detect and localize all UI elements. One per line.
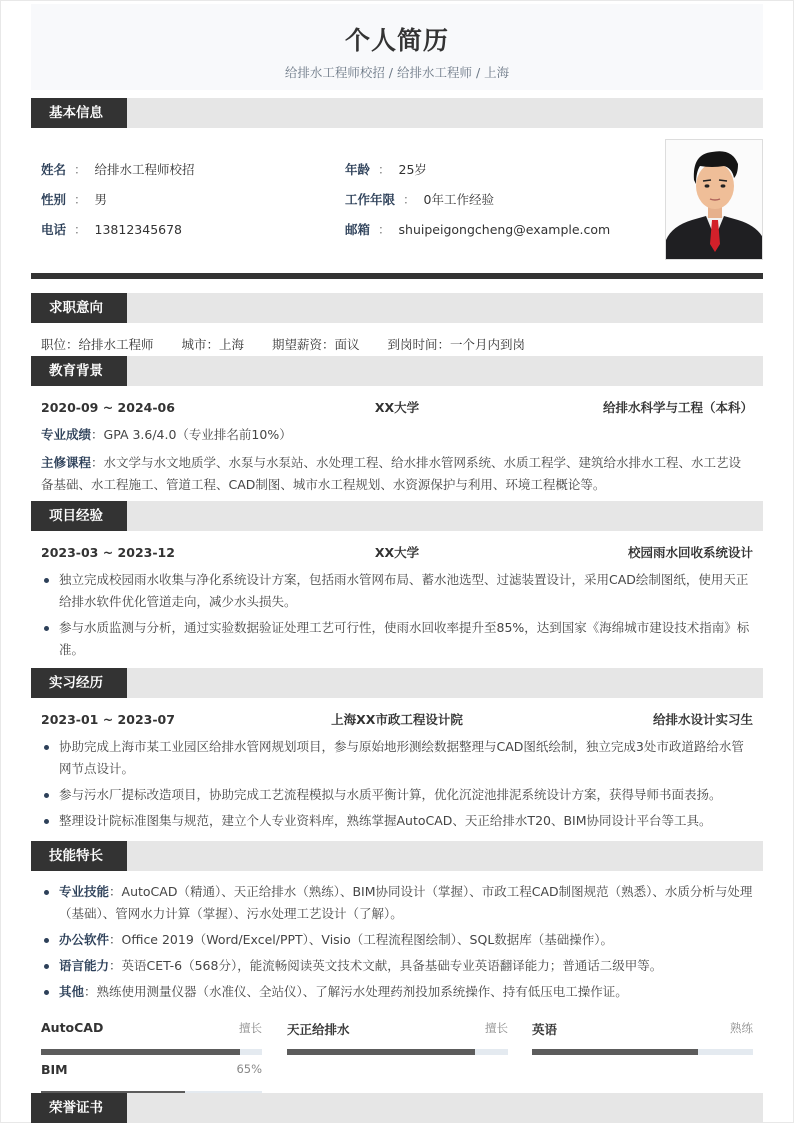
skill-text: ：Office 2019（Word/Excel/PPT）、Visio（工程流程图绘制）、SQL数据库（基础操作）。 [109, 932, 614, 947]
skill-level: 65% [236, 1062, 262, 1076]
list-item: 协助完成上海市某工业园区给排水管网规划项目，参与原始地形测绘数据整理与CAD图纸绘制，独立完成3处市政道路给水管网节点设计。 [41, 736, 753, 780]
skill-category: 专业技能 [59, 884, 110, 899]
skill-text: ：英语CET-6（568分），能流畅阅读英文技术文献，具备基础专业英语翻译能力；普通话二级甲等。 [109, 958, 663, 973]
period: 2023-01 ~ 2023-07 [41, 712, 175, 727]
skill-level: 熟练 [730, 1021, 753, 1035]
skill-text: ：AutoCAD（精通）、天正给排水（熟练）、BIM协同设计（掌握）、市政工程CAD制图规范（熟悉）、水质分析与处理（基础）、管网水力计算（掌握）、污水处理工艺设计（了解）。 [59, 884, 753, 921]
skill-name: 天正给排水 [287, 1022, 350, 1037]
colon: ： [74, 162, 87, 177]
gpa-value: ：GPA 3.6/4.0（专业排名前10%） [91, 427, 292, 442]
section-title: 教育背景 [31, 356, 127, 386]
field-email [345, 220, 610, 240]
field-label: 工作年限 [345, 192, 396, 207]
list-item [41, 929, 753, 951]
field-phone [41, 220, 182, 240]
skill-bar-autocad [41, 1020, 262, 1060]
skill-name: AutoCAD [41, 1020, 104, 1035]
education-entry-header [41, 398, 753, 418]
list-item [41, 955, 753, 977]
period: 2020-09 ~ 2024-06 [41, 400, 175, 415]
section-title: 荣誉证书 [31, 1093, 127, 1123]
section-title: 基本信息 [31, 98, 127, 128]
page-subtitle: 给排水工程师校招 / 给排水工程师 / 上海 [284, 65, 510, 80]
field-label: 邮箱 [345, 222, 371, 237]
section-title: 项目经验 [31, 501, 127, 531]
colon: ： [74, 192, 87, 207]
gpa-label: 专业成绩 [41, 427, 92, 442]
section-header-skills [31, 841, 763, 871]
list-item [41, 881, 753, 925]
intent-city: 城市：上海 [181, 337, 245, 352]
field-label: 性别 [41, 192, 67, 207]
internship-entry-header [41, 710, 753, 730]
education-courses [41, 452, 753, 496]
skill-fill [287, 1049, 475, 1055]
skill-name: BIM [41, 1062, 68, 1077]
skill-fill [41, 1049, 240, 1055]
skill-bar-english [532, 1020, 753, 1060]
project-entry-header [41, 543, 753, 563]
resume-header [31, 4, 763, 90]
colon: ： [378, 162, 391, 177]
project-bullets [41, 569, 753, 665]
section-header-projects [31, 501, 763, 531]
list-item: 独立完成校园雨水收集与净化系统设计方案，包括雨水管网布局、蓄水池选型、过滤装置设计，采用CAD绘制图纸，使用天正给排水软件优化管道走向，减少水头损失。 [41, 569, 753, 613]
skill-category: 办公软件 [59, 932, 110, 947]
page-title: 个人简历 [344, 26, 449, 55]
avatar-photo [665, 139, 763, 260]
person-portrait-icon [666, 140, 763, 260]
project-org: XX大学 [374, 545, 420, 560]
list-item: 参与污水厂提标改造项目，协助完成工艺流程模拟与水质平衡计算，优化沉淀池排泥系统设计方案，获得导师书面表扬。 [41, 784, 753, 806]
skill-text: ：熟练使用测量仪器（水准仪、全站仪）、了解污水处理药剂投加系统操作、持有低压电工操作证。 [84, 984, 628, 999]
skills-bullets [41, 881, 753, 1007]
list-item: 参与水质监测与分析，通过实验数据验证处理工艺可行性，使雨水回收率提升至85%，达到国家《海绵城市建设技术指南》标准。 [41, 617, 753, 661]
field-value: 男 [94, 192, 108, 207]
field-gender [41, 190, 107, 210]
skill-bar-tangent [287, 1020, 508, 1060]
colon: ： [74, 222, 87, 237]
colon: ： [403, 192, 416, 207]
colon: ： [378, 222, 391, 237]
skill-track [287, 1049, 508, 1055]
section-header-basic [31, 98, 763, 128]
field-value: 25岁 [398, 162, 427, 177]
major: 给排水科学与工程（本科） [602, 400, 753, 415]
courses-value: ：水文学与水文地质学、水泵与水泵站、水处理工程、给水排水管网系统、水质工程学、建筑给水排水工程、水工艺设备基础、水工程施工、管道工程、CAD制图、城市水工程规划、水资源保护与利用、环境工程概论等。 [41, 455, 742, 492]
intent-position: 职位：给排水工程师 [41, 337, 154, 352]
skill-level: 擅长 [239, 1021, 262, 1035]
field-age [345, 160, 427, 180]
education-gpa [41, 424, 753, 446]
intent-arrival: 到岗时间：一个月内到岗 [387, 337, 526, 352]
school: XX大学 [374, 400, 420, 415]
skill-level: 擅长 [485, 1021, 508, 1035]
period: 2023-03 ~ 2023-12 [41, 545, 175, 560]
section-title: 技能特长 [31, 841, 127, 871]
field-name [41, 160, 195, 180]
field-value: 0年工作经验 [423, 192, 494, 207]
field-value: 13812345678 [94, 222, 183, 237]
field-value[interactable]: shuipeigongcheng@example.com [398, 222, 611, 237]
internship-bullets [41, 736, 753, 836]
field-label: 姓名 [41, 162, 67, 177]
section-header-internship [31, 668, 763, 698]
skill-name: 英语 [532, 1022, 558, 1037]
skill-category: 语言能力 [59, 958, 110, 973]
section-divider [31, 273, 763, 279]
section-header-education [31, 356, 763, 386]
section-header-honors [31, 1093, 763, 1123]
skill-track [532, 1049, 753, 1055]
intent-salary: 期望薪资：面议 [272, 337, 360, 352]
field-label: 电话 [41, 222, 67, 237]
field-label: 年龄 [345, 162, 371, 177]
list-item: 整理设计院标准图集与规范，建立个人专业资料库，熟练掌握AutoCAD、天正给排水T20、BIM协同设计平台等工具。 [41, 810, 753, 832]
skill-fill [532, 1049, 698, 1055]
list-item [41, 981, 753, 1003]
courses-label: 主修课程 [41, 455, 92, 470]
job-intent [41, 336, 553, 354]
company: 上海XX市政工程设计院 [331, 712, 463, 727]
field-value: 给排水工程师校招 [94, 162, 195, 177]
section-title: 实习经历 [31, 668, 127, 698]
role: 给排水设计实习生 [652, 712, 753, 727]
section-header-intent [31, 293, 763, 323]
project-name: 校园雨水回收系统设计 [627, 545, 753, 560]
skill-category: 其他 [59, 984, 85, 999]
skill-track [41, 1049, 262, 1055]
section-title: 求职意向 [31, 293, 127, 323]
field-years [345, 190, 494, 210]
